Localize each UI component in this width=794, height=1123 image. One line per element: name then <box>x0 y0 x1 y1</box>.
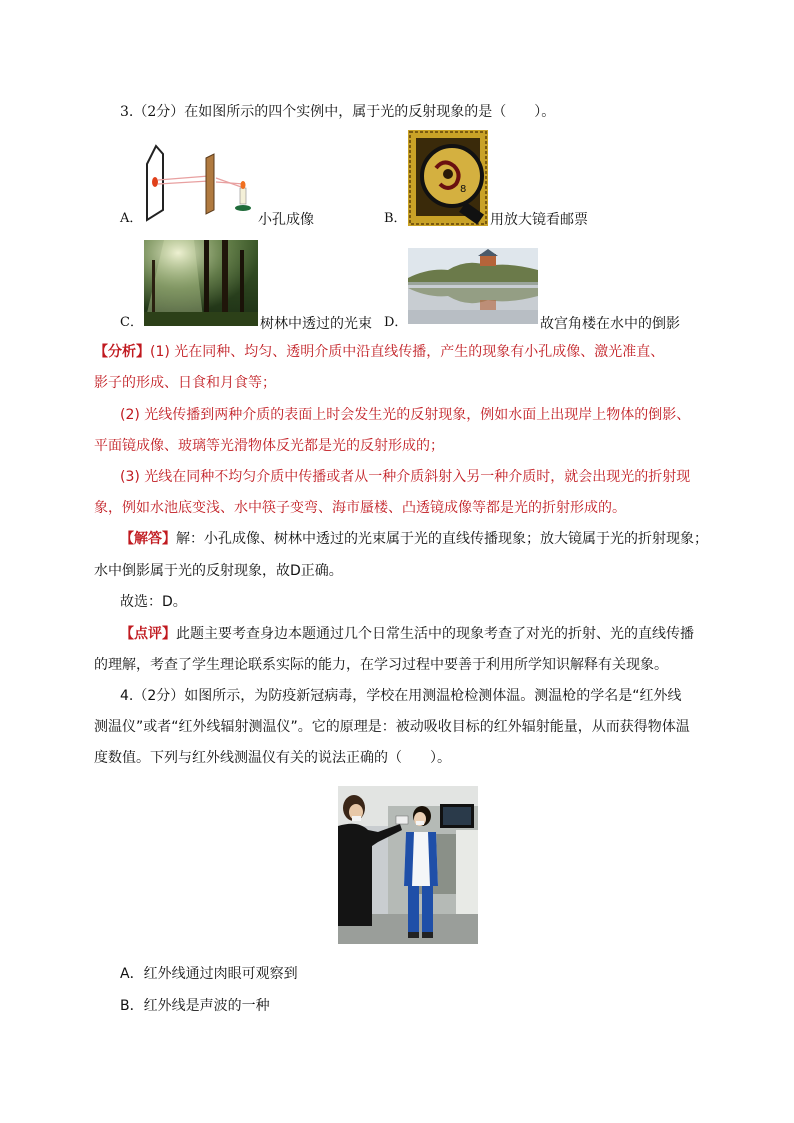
pinhole-image <box>144 144 256 224</box>
option-c-letter: C． <box>120 315 143 330</box>
q4-option-b: B．红外线是声波的一种 <box>120 998 270 1014</box>
temperature-check-image <box>338 786 478 944</box>
comment-line-1: 【点评】此题主要考查身边本题通过几个日常生活中的现象考查了对光的折射、光的直线传播 <box>120 626 694 642</box>
option-a-letter: A． <box>120 211 143 226</box>
analysis-line-5: (3) 光线在同种不均匀介质中传播或者从一种介质斜射入另一种介质时，就会出现光的折射现 <box>120 469 691 485</box>
analysis-line-1: 【分析】(1) 光在同种、均匀、透明介质中沿直线传播，产生的现象有小孔成像、激光准直、 <box>94 344 665 360</box>
q4-stem-line-3: 度数值。下列与红外线测温仪有关的说法正确的（ ）。 <box>94 750 451 766</box>
forest-light-image <box>144 240 258 326</box>
reflection-image <box>408 248 538 324</box>
analysis-tag: 【分析】 <box>94 344 150 360</box>
option-c-caption: 树林中透过的光束 <box>260 316 372 332</box>
answer-line-1: 【解答】解：小孔成像、树林中透过的光束属于光的直线传播现象；放大镜属于光的折射现象； <box>120 531 708 547</box>
choice-line: 故选：D。 <box>120 594 187 610</box>
analysis-line-6: 象，例如水池底变浅、水中筷子变弯、海市蜃楼、凸透镜成像等都是光的折射形成的。 <box>94 500 626 516</box>
option-d-caption: 故宫角楼在水中的倒影 <box>540 316 680 332</box>
analysis-line-4: 平面镜成像、玻璃等光滑物体反光都是光的反射形成的； <box>94 438 444 454</box>
magnifier-stamp-image <box>408 130 488 226</box>
q4-option-a: A．红外线通过肉眼可观察到 <box>120 966 298 982</box>
comment-tag: 【点评】 <box>120 626 176 642</box>
option-d-letter: D． <box>384 315 408 330</box>
q4-stem-line-2: 测温仪”或者“红外线辐射测温仪”。它的原理是：被动吸收目标的红外辐射能量，从而获得物体温 <box>94 719 690 735</box>
comment-line-2: 的理解，考查了学生理论联系实际的能力，在学习过程中要善于利用所学知识解释有关现象。 <box>94 657 668 673</box>
answer-line-2: 水中倒影属于光的反射现象，故D正确。 <box>94 563 343 579</box>
analysis-line-3: (2) 光线传播到两种介质的表面上时会发生光的反射现象，例如水面上出现岸上物体的倒影、 <box>120 407 691 423</box>
q3-stem: 3.（2分）在如图所示的四个实例中，属于光的反射现象的是（ ）。 <box>120 104 556 120</box>
option-b-caption: 用放大镜看邮票 <box>490 212 588 228</box>
q4-stem-line-1: 4.（2分）如图所示，为防疫新冠病毒，学校在用测温枪检测体温。测温枪的学名是“红外线 <box>120 688 682 704</box>
option-b-letter: B． <box>384 211 407 226</box>
answer-tag: 【解答】 <box>120 531 176 547</box>
analysis-line-2: 影子的形成、日食和月食等； <box>94 375 276 391</box>
option-a-caption: 小孔成像 <box>258 212 314 228</box>
svg-text:8: 8 <box>460 184 467 195</box>
